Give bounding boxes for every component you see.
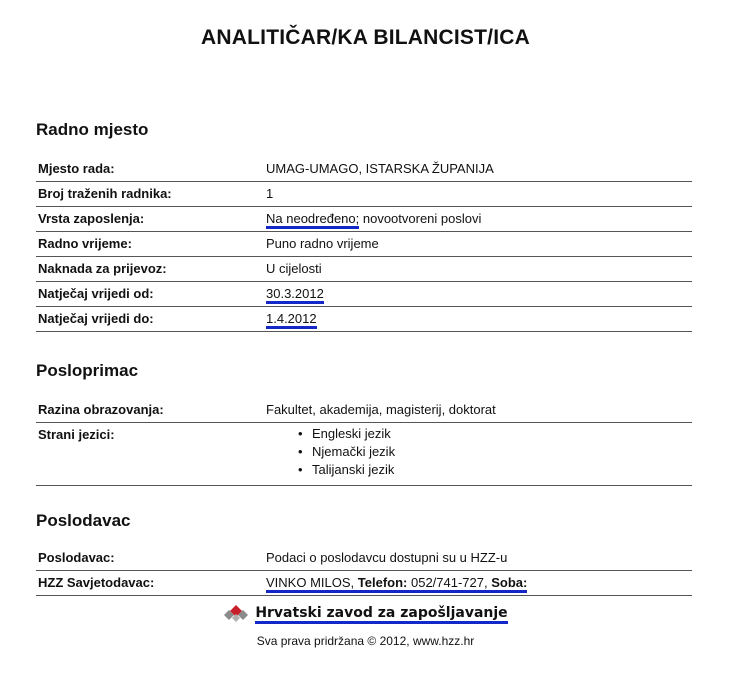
label-vrsta-zaposlenja: Vrsta zaposlenja: [38, 211, 145, 226]
row-vrsta-zaposlenja [36, 207, 692, 232]
telefon-label: Telefon: [357, 575, 408, 590]
row-hzz-savjetodavac [36, 571, 692, 596]
row-mjesto-rada [36, 157, 692, 182]
list-item: • Njemački jezik [298, 443, 395, 461]
label-mjesto-rada: Mjesto rada: [38, 161, 115, 176]
section-heading-radno-mjesto: Radno mjesto [36, 120, 149, 139]
value-mjesto-rada: UMAG-UMAGO, ISTARSKA ŽUPANIJA [266, 161, 494, 176]
row-radno-vrijeme [36, 232, 692, 257]
row-poslodavac [36, 546, 692, 571]
label-naknada-prijevoz: Naknada za prijevoz: [38, 261, 167, 276]
copyright: Sva prava pridržana © 2012, www.hzz.hr [256, 634, 475, 648]
value-hzz-savjetodavac: VINKO MILOS, Telefon: 052/741-727, Soba: [266, 575, 527, 593]
section-heading-poslodavac: Poslodavac [36, 511, 131, 530]
value-broj-radnika: 1 [266, 186, 274, 201]
value-vrsta-zaposlenja-highlight: Na neodređeno; [266, 211, 359, 229]
value-vrsta-zaposlenja-rest: novootvoreni poslovi [359, 211, 482, 226]
radno-mjesto-table [36, 157, 692, 332]
soba-label: Soba: [491, 575, 528, 590]
list-item: • Engleski jezik [298, 425, 395, 443]
page-title: ANALITIČAR/KA BILANCIST/ICA [201, 26, 530, 49]
label-radno-vrijeme: Radno vrijeme: [38, 236, 132, 251]
value-poslodavac: Podaci o poslodavcu dostupni su u HZZ-u [266, 550, 508, 565]
label-natjecaj-do: Natječaj vrijedi do: [38, 311, 154, 326]
list-item: • Talijanski jezik [298, 461, 395, 479]
row-broj-radnika [36, 182, 692, 207]
telefon-value: 052/741-727 [410, 575, 484, 590]
row-natjecaj-od [36, 282, 692, 307]
row-strani-jezici [36, 423, 692, 486]
value-razina-obrazovanja: Fakultet, akademija, magisterij, doktorat [266, 402, 496, 417]
row-naknada-prijevoz [36, 257, 692, 282]
posloprimac-table [36, 398, 692, 486]
languages-list [298, 425, 395, 479]
hzz-logo-icon [223, 604, 249, 622]
row-natjecaj-do [36, 307, 692, 332]
advisor-name: VINKO MILOS [266, 575, 351, 590]
value-natjecaj-od: 30.3.2012 [266, 286, 324, 304]
value-radno-vrijeme: Puno radno vrijeme [266, 236, 379, 251]
poslodavac-table [36, 546, 692, 596]
label-hzz-savjetodavac: HZZ Savjetodavac: [38, 575, 155, 590]
footer-brand-text: Hrvatski zavod za zapošljavanje [255, 605, 507, 624]
value-naknada-prijevoz: U cijelosti [266, 261, 322, 276]
label-poslodavac: Poslodavac: [38, 550, 115, 565]
value-natjecaj-do: 1.4.2012 [266, 311, 317, 329]
label-strani-jezici: Strani jezici: [38, 427, 115, 442]
footer-brand [0, 604, 731, 622]
value-vrsta-zaposlenja [266, 211, 481, 226]
label-razina-obrazovanja: Razina obrazovanja: [38, 402, 164, 417]
label-broj-radnika: Broj traženih radnika: [38, 186, 172, 201]
section-heading-posloprimac: Posloprimac [36, 361, 139, 380]
row-razina-obrazovanja [36, 398, 692, 423]
label-natjecaj-od: Natječaj vrijedi od: [38, 286, 154, 301]
